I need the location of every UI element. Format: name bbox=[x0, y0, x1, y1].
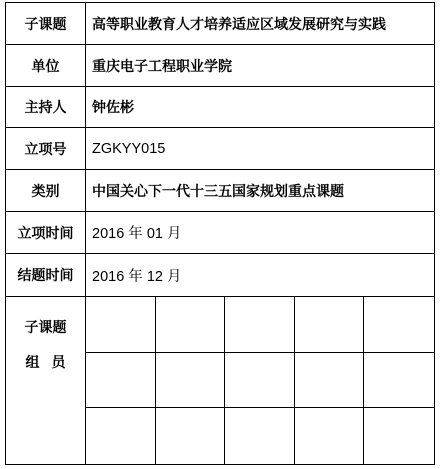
member-cell bbox=[156, 353, 226, 409]
row-category bbox=[6, 170, 434, 212]
value-category: 中国关心下一代十三五国家规划重点课题 bbox=[92, 183, 344, 200]
label-end-date: 结题时间 bbox=[6, 254, 86, 296]
row-subproject bbox=[6, 3, 434, 45]
members-grid bbox=[86, 297, 434, 464]
label-unit: 单位 bbox=[6, 45, 86, 86]
member-cell bbox=[225, 297, 295, 353]
value-host: 钟佐彬 bbox=[92, 100, 134, 116]
label-category: 类别 bbox=[6, 170, 86, 211]
member-cell bbox=[225, 408, 295, 464]
label-host: 主持人 bbox=[6, 87, 86, 127]
member-cell bbox=[364, 297, 434, 353]
value-start-date: 2016 年 01 月 bbox=[92, 226, 182, 242]
row-unit bbox=[6, 45, 434, 87]
project-info-form bbox=[5, 2, 435, 465]
member-cell bbox=[86, 408, 156, 464]
value-project-number: ZGKYY015 bbox=[92, 140, 166, 157]
member-cell bbox=[364, 408, 434, 464]
row-end-date bbox=[6, 254, 434, 297]
member-cell bbox=[295, 297, 365, 353]
value-subproject-title: 高等职业教育人才培养适应区域发展研究与实践 bbox=[92, 16, 386, 33]
row-start-date bbox=[6, 212, 434, 254]
value-unit: 重庆电子工程职业学院 bbox=[92, 58, 232, 75]
member-cell bbox=[86, 297, 156, 353]
row-host bbox=[6, 87, 434, 128]
member-cell bbox=[295, 408, 365, 464]
member-cell bbox=[225, 353, 295, 409]
label-subproject: 子课题 bbox=[6, 3, 86, 44]
label-members-line2: 组员 bbox=[25, 355, 78, 371]
member-cell bbox=[156, 297, 226, 353]
member-cell bbox=[295, 353, 365, 409]
row-project-number bbox=[6, 128, 434, 170]
value-end-date: 2016 年 12 月 bbox=[92, 268, 182, 285]
label-start-date: 立项时间 bbox=[6, 212, 86, 253]
label-project-number: 立项号 bbox=[6, 128, 86, 169]
member-cell bbox=[86, 353, 156, 409]
members-section bbox=[6, 297, 434, 464]
label-members bbox=[6, 297, 86, 464]
member-cell bbox=[364, 353, 434, 409]
member-cell bbox=[156, 408, 226, 464]
label-members-line1: 子课题 bbox=[24, 320, 67, 336]
